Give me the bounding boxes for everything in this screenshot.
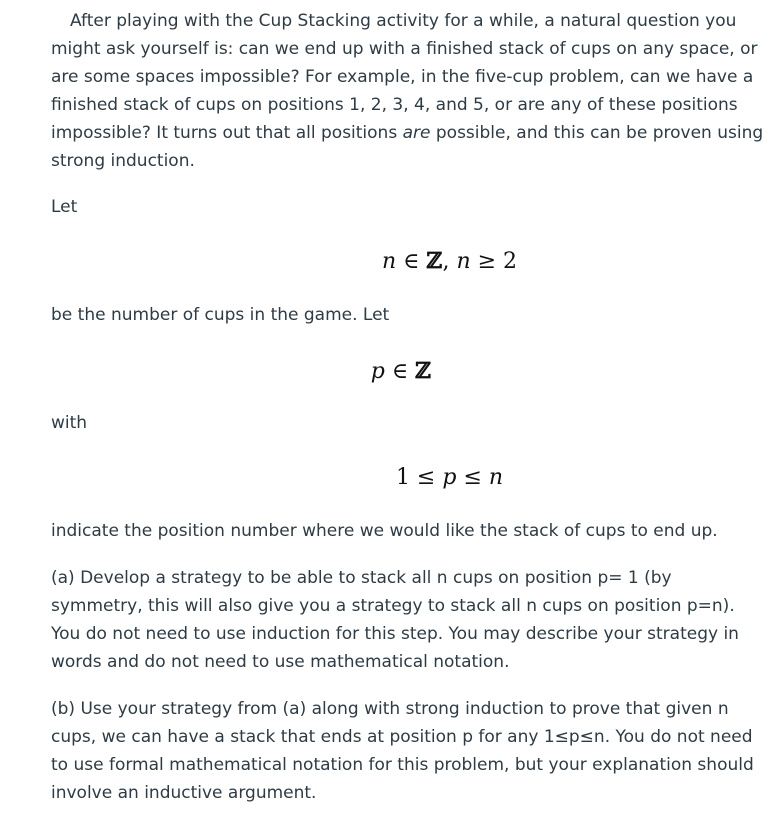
part-a-paragraph: (a) Develop a strategy to be able to stack all n cups on position p= 1 (by symmetry, this will also give you a strategy to stack all n cups on position p=n). You do not need to use induction for this step. You may describe your strategy in words and do not need to use mathematical notation. xyxy=(51,568,739,672)
intro-paragraph xyxy=(51,7,766,175)
math-element-of-2: ∈ xyxy=(384,359,416,384)
intro-text-2: possible, and this can be proven using strong induction. xyxy=(51,123,764,171)
math-var-p-2: p xyxy=(442,465,457,490)
math-comma: , xyxy=(442,249,457,274)
math-integers-2: ℤ xyxy=(415,358,432,384)
math-geq-two: ≥ 2 xyxy=(470,249,518,274)
text-position-number: indicate the position number where we would like the stack of cups to end up. xyxy=(51,521,718,541)
math-p-range xyxy=(51,462,781,494)
math-p-definition xyxy=(51,355,751,388)
intro-text-1: After playing with the Cup Stacking activity for a while, a natural question you might ask yourself is: can we end up with a finished stack of cups on any space, or are some spaces impossible? For example, in the five-cup problem, can we have a finished stack of cups on positions 1, 2, 3, 4, and 5, or are any of these positions impossible? It turns out that all positions xyxy=(51,11,758,143)
math-integers: ℤ xyxy=(426,248,443,274)
text-number-of-cups: be the number of cups in the game. Let xyxy=(51,305,390,325)
math-element-of: ∈ xyxy=(396,249,427,274)
intro-emphasis: are xyxy=(402,123,431,143)
part-b-paragraph: (b) Use your strategy from (a) along with strong induction to prove that given n cups, we can have a stack that ends at position p for any 1≤p≤n. You do not need to use formal mathematical notation for this problem, but your explanation should involve an inductive argument. xyxy=(51,699,754,803)
with-label: with xyxy=(51,413,88,433)
math-var-n-2: n xyxy=(456,249,471,274)
math-var-p: p xyxy=(370,359,385,384)
math-var-n-3: n xyxy=(488,465,504,490)
math-one-leq: 1 ≤ xyxy=(395,465,443,490)
math-leq: ≤ xyxy=(456,465,489,490)
math-n-definition xyxy=(51,245,781,278)
let-label-1: Let xyxy=(51,197,78,217)
math-var-n: n xyxy=(381,249,397,274)
